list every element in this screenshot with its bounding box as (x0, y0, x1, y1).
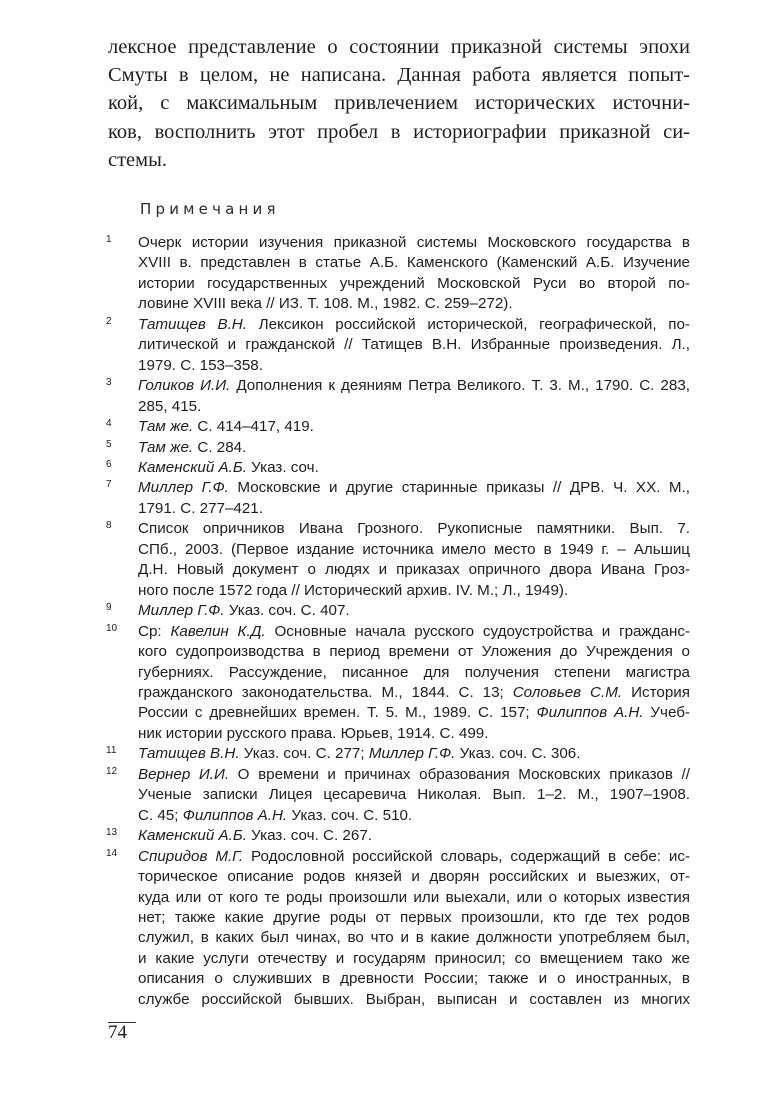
footnote-text: Указ. соч. С. 277; (239, 745, 369, 763)
footnote-text: куда или от кого те роды произошли или выехали, или о которых известия (138, 888, 690, 906)
footnote-line (138, 622, 690, 642)
body-text (108, 33, 690, 174)
footnote-author-italic: Татищев В.Н. (138, 745, 240, 763)
footnote-text: и какие услуги отечеству и государям приносил; со вмещением тако же (138, 949, 690, 967)
footnote-text: 1979. С. 153–358. (138, 356, 263, 374)
footnote-text: Список опричников Ивана Грозного. Рукописные памятники. Вып. 7. (138, 520, 690, 538)
footnote (106, 847, 690, 1011)
footnote-line (138, 744, 690, 764)
footnote-line (138, 581, 690, 601)
footnote (106, 417, 690, 437)
footnote-text: Основные начала русского судоустройства и гражданс- (265, 622, 691, 640)
footnote-text: Учеб- (643, 704, 690, 722)
footnote-line (138, 560, 690, 580)
footnote-line (138, 253, 690, 273)
footnote-author-italic: Голиков И.И. (138, 377, 231, 395)
footnote-text: Ученые записки Лицея цесаревича Николая. Вып. 1–2. М., 1907–1908. (138, 786, 690, 804)
footnote-text: России с древнейших времен. Т. 5. М., 1989. С. 157; (138, 704, 537, 722)
footnote-text: ник истории русского права. Юрьев, 1914. С. 499. (138, 724, 489, 742)
footnote-text: Указ. соч. С. 267. (246, 827, 372, 845)
footnote-line (138, 990, 690, 1010)
footnote-text: Указ. соч. (246, 458, 319, 476)
footnote-line (138, 233, 690, 253)
footnote-author-italic: Миллер Г.Ф. (138, 479, 229, 497)
body-text-line: лексное представление о состоянии приказной системы эпохи (108, 36, 690, 58)
footnote-text: Родословной российской словарь, содержащий в себе: ис- (243, 847, 691, 865)
footnote (106, 826, 690, 846)
footnote-text: нет; также какие другие роды от первых произошли, кто где тех родов (138, 908, 690, 926)
footnote (106, 765, 690, 826)
footnote-text: С. 284. (193, 438, 247, 456)
footnote-number: 13 (106, 827, 118, 839)
footnote-text: службе российской бывших. Выбран, выписан и составлен из многих (138, 990, 690, 1008)
footnote-line (138, 274, 690, 294)
footnote-line (138, 478, 690, 498)
page-number: 74 (108, 1022, 127, 1043)
footnote-line (138, 908, 690, 928)
footnote (106, 438, 690, 458)
footnote-line (138, 703, 690, 723)
footnote-author-italic: Там же. (138, 418, 194, 436)
footnote-text: истории государственных учреждений Московской Руси во второй по- (138, 274, 690, 292)
footnote-line (138, 356, 690, 376)
footnote-text: торическое описание родов князей и дворян российских и выезжих, от- (138, 868, 690, 886)
footnote-number: 8 (106, 520, 112, 532)
footnote-line (138, 724, 690, 744)
footnote-author-italic: Миллер Г.Ф. (138, 602, 225, 620)
footnote-text: 285, 415. (138, 397, 202, 415)
footnote-line (138, 499, 690, 519)
footnote-line (138, 294, 690, 314)
footnote-line (138, 601, 690, 621)
notes-list (106, 233, 690, 1010)
footnote-text: Дополнения к деяниям Петра Великого. Т. 3. М., 1790. С. 283, (230, 377, 690, 395)
footnote-number: 4 (106, 418, 112, 430)
footnote-number: 9 (106, 602, 112, 614)
footnote-text: О времени и причинах образования Московских приказов // (229, 765, 690, 783)
footnote-author-italic: Татищев В.Н. (138, 315, 247, 333)
body-text-line: кой, с максимальным привлечением исторических источни- (108, 92, 690, 115)
footnote (106, 315, 690, 376)
footnote-line (138, 847, 690, 867)
footnote-text: ловине XVIII века // ИЗ. Т. 108. М., 1982. С. 259–272). (138, 295, 513, 313)
footnote-text: гражданского законодательства. М., 1844. С. 13; (138, 683, 513, 701)
footnote (106, 622, 690, 745)
body-text-line: Смуты в целом, не написана. Данная работа является попыт- (108, 64, 690, 87)
footnote-line (138, 438, 690, 458)
footnote-line (138, 826, 690, 846)
footnote-text: губерниях. Рассуждение, писанное для получения степени магистра (138, 663, 690, 681)
footnote-text: Московские и другие старинные приказы // ДРВ. Ч. XX. М., (228, 479, 690, 497)
footnote-line (138, 969, 690, 989)
footnote-text: С. 45; (138, 806, 183, 824)
footnote (106, 376, 690, 417)
footnote-author-italic: Кавелин К.Д. (170, 622, 266, 640)
footnote-number: 1 (106, 234, 112, 245)
footnote-line (138, 867, 690, 887)
footnote-author-italic: Филиппов А.Н. (536, 704, 644, 722)
footnote (106, 744, 690, 764)
footnote-line (138, 417, 690, 437)
footnote-text: Лексикон российской исторической, географической, по- (247, 315, 690, 333)
footnote-text: Д.Н. Новый документ о людях и приказах опричного двора Ивана Гроз- (138, 561, 690, 579)
footnote-text: С. 414–417, 419. (193, 418, 314, 436)
footnote-text: кого судопроизводства в период времени от Уложения до Учреждения о (138, 643, 690, 661)
footnote-text: СПб., 2003. (Первое издание источника имело место в 1949 г. – Альшиц (138, 540, 690, 558)
footnote-author-italic: Каменский А.Б. (138, 827, 247, 845)
footnote-text: служил, в каких был чинах, во что и в какие должности употребляем был, (138, 929, 690, 947)
footnote-line (138, 519, 690, 539)
footnote-line (138, 663, 690, 683)
footnote-number: 11 (106, 745, 117, 757)
footnote-line (138, 949, 690, 969)
footnote-author-italic: Миллер Г.Ф. (368, 745, 456, 763)
footnote-line (138, 458, 690, 478)
footnote-text: Очерк истории изучения приказной системы Московского государства в (138, 234, 690, 251)
footnote-line (138, 785, 690, 805)
notes-heading: Примечания (140, 200, 280, 218)
footnote-line (138, 683, 690, 703)
footnote-line (138, 642, 690, 662)
footnote-line (138, 540, 690, 560)
footnote-text: литической и гражданской // Татищев В.Н. Избранные произведения. Л., (138, 336, 690, 354)
footnote (106, 478, 690, 519)
footnote-text: ного после 1572 года // Исторический архив. IV. М.; Л., 1949). (138, 581, 569, 599)
footnote-line (138, 765, 690, 785)
footnote-text: XVIII в. представлен в статье А.Б. Каменского (Каменский А.Б. Изучение (138, 254, 690, 272)
footnote-number: 7 (106, 479, 112, 491)
footnote-text: 1791. С. 277–421. (138, 499, 263, 517)
footnote (106, 601, 690, 621)
footnote-line (138, 335, 690, 355)
footnote-author-italic: Спиридов М.Г. (138, 847, 244, 865)
footnote (106, 458, 690, 478)
footnote-text: Ср: (138, 622, 171, 640)
footnote-author-italic: Там же. (138, 438, 194, 456)
footnote-line (138, 376, 690, 396)
footnote-number: 2 (106, 315, 112, 327)
footnote-number: 5 (106, 438, 112, 450)
footnote (106, 519, 690, 601)
footnote-text: Указ. соч. С. 407. (224, 602, 350, 620)
footnote-line (138, 397, 690, 417)
footnote-line (138, 928, 690, 948)
footnote-text: Указ. соч. С. 510. (287, 806, 413, 824)
body-text-line: стемы. (108, 148, 168, 171)
footnote-author-italic: Соловьев С.М. (512, 683, 623, 701)
footnote-number: 3 (106, 377, 112, 389)
footnote-text: описания о служивших в древности России; также и о иностранных, в (138, 970, 690, 988)
footnote-line (138, 888, 690, 908)
footnote (106, 233, 690, 315)
footnote-line (138, 315, 690, 335)
footnote-text: Указ. соч. С. 306. (455, 745, 581, 763)
footnote-author-italic: Каменский А.Б. (138, 458, 247, 476)
footnote-author-italic: Филиппов А.Н. (182, 806, 288, 824)
footnote-author-italic: Вернер И.И. (138, 765, 230, 783)
footnote-number: 14 (106, 847, 118, 859)
footnote-text: История (622, 683, 690, 701)
footnote-number: 6 (106, 458, 112, 470)
body-text-line: ков, восполнить этот пробел в историографии приказной си- (108, 120, 690, 143)
footnote-number: 12 (106, 765, 118, 777)
footnote-line (138, 806, 690, 826)
footnote-number: 10 (106, 622, 118, 634)
